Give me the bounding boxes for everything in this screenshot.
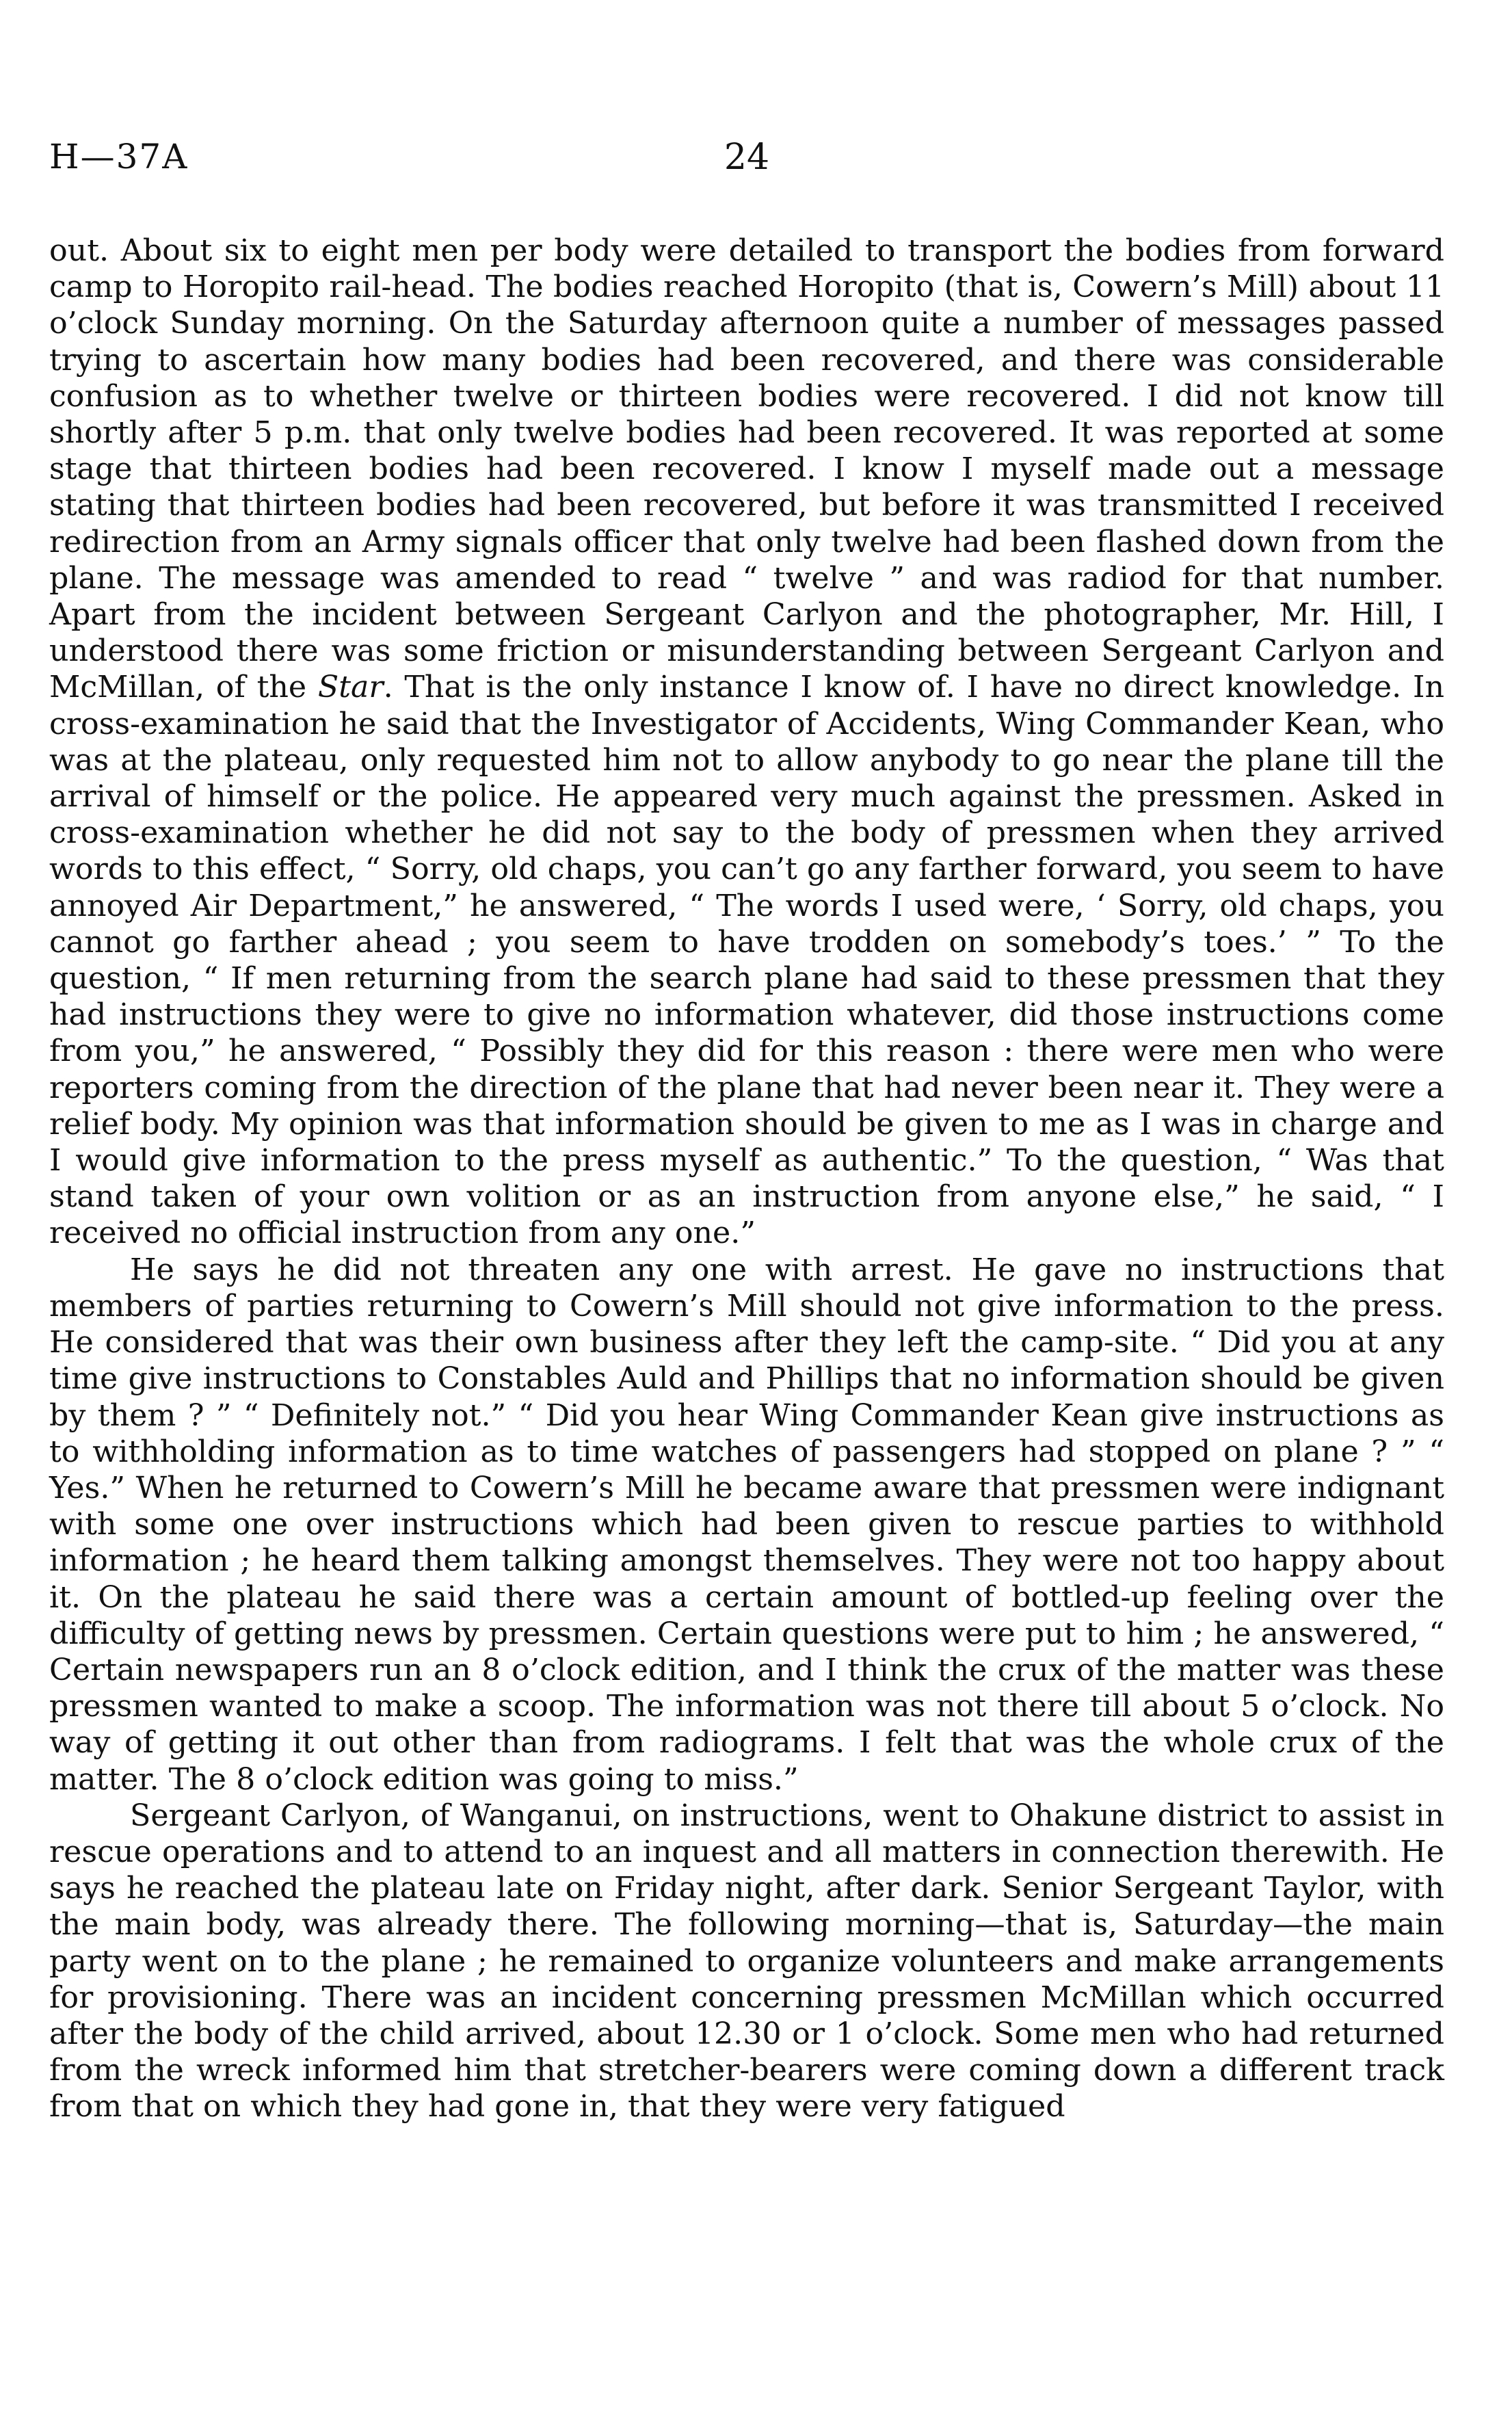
paragraph-3: Sergeant Carlyon, of Wanganui, on instructions, went to Ohakune district to assist in rescue operations and to attend to an inquest and all matters in connection therewith. He says he reached the plateau late on Friday night, after dark. Senior Sergeant Taylor, with the main body, was already there. The following morning—that is, Saturday—the main party went on to the plane ; he remained to organize volunteers and make arrangements for provisioning. There was an incident concerning pressmen McMillan which occurred after the body of the child arrived, about 12.30 or 1 o’clock. Some men who had returned from the wreck informed him that stretcher-bearers were coming down a different track from that on which they had gone in, that they were very fatigued (49, 1798, 1444, 2125)
body-text (49, 233, 1444, 2125)
paragraph-1-part-a: out. About six to eight men per body were detailed to transport the bodies from forward camp to Horopito rail-head. The bodies reached Horopito (that is, Cowern’s Mill) about 11 o’clock Sunday morning. On the Saturday afternoon quite a number of messages passed trying to ascertain how many bodies had been recovered, and there was considerable confusion as to whether twelve or thirteen bodies were recovered. I did not know till shortly after 5 p.m. that only twelve bodies had been recovered. It was reported at some stage that thirteen bodies had been recovered. I know I myself made out a message stating that thirteen bodies had been recovered, but before it was transmitted I received redirection from an Army signals officer that only twelve had been flashed down from the plane. The message was amended to read “ twelve ” and was radiod for that number. Apart from the incident between Sergeant Carlyon and the photographer, Mr. Hill, I understood there was some friction or misunderstanding between Sergeant Carlyon and McMillan, of the (49, 233, 1444, 705)
paragraph-2: He says he did not threaten any one with arrest. He gave no instructions that members of parties returning to Cowern’s Mill should not give information to the press. He considered that was their own business after they left the camp-site. “ Did you at any time give instructions to Constables Auld and Phillips that no information should be given by them ? ” “ Definitely not.” “ Did you hear Wing Commander Kean give instructions as to withholding information as to time watches of passengers had stopped on plane ? ” “ Yes.” When he returned to Cowern’s Mill he became aware that pressmen were indignant with some one over instructions which had been given to rescue parties to withhold information ; he heard them talking amongst themselves. They were not too happy about it. On the plateau he said there was a certain amount of bottled-up feeling over the difficulty of getting news by pressmen. Certain questions were put to him ; he answered, “ Certain newspapers run an 8 o’clock edition, and I think the crux of the matter was these pressmen wanted to make a scoop. The information was not there till about 5 o’clock. No way of getting it out other than from radiograms. I felt that was the whole crux of the matter. The 8 o’clock edition was going to miss.” (49, 1252, 1444, 1797)
page-header (49, 137, 1444, 185)
page-number: 24 (724, 137, 770, 178)
newspaper-name-star: Star (317, 670, 384, 705)
document-reference: H—37A (49, 137, 189, 176)
paragraph-1 (49, 233, 1444, 1252)
paragraph-1-part-b: . That is the only instance I know of. I have no direct knowledge. In cross-examination he said that the Investigator of Accidents, Wing Commander Kean, who was at the plateau, only requested him not to allow anybody to go near the plane till the arrival of himself or the police. He appeared very much against the pressmen. Asked in cross-examination whether he did not say to the body of pressmen when they arrived words to this effect, “ Sorry, old chaps, you can’t go any farther forward, you seem to have annoyed Air Department,” he answered, “ The words I used were, ‘ Sorry, old chaps, you cannot go farther ahead ; you seem to have trodden on somebody’s toes.’ ” To the question, “ If men returning from the search plane had said to these pressmen that they had instructions they were to give no information whatever, did those instructions come from you,” he answered, “ Possibly they did for this reason : there were men who were reporters coming from the direction of the plane that had never been near it. They were a relief body. My opinion was that information should be given to me as I was in charge and I would give information to the press myself as authentic.” To the question, “ Was that stand taken of your own volition or as an instruction from anyone else,” he said, “ I received no official instruction from any one.” (49, 670, 1444, 1251)
